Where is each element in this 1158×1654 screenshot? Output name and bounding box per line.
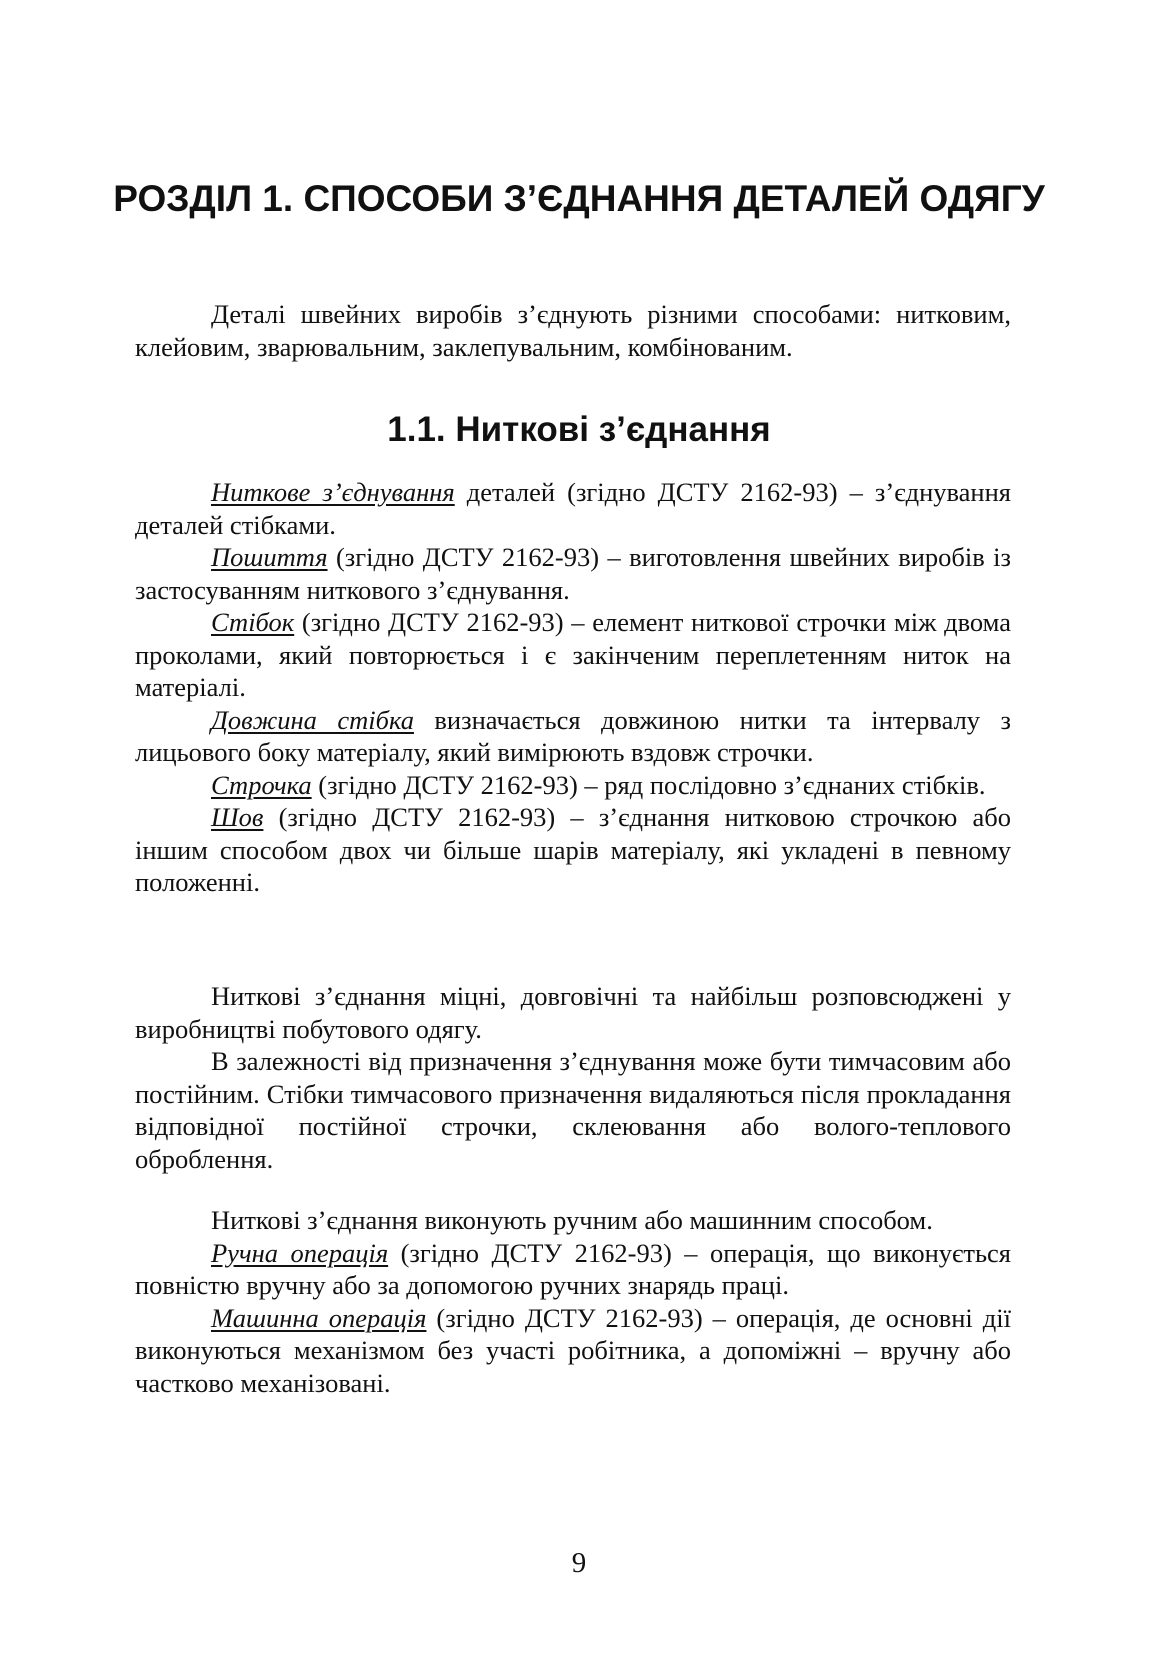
body-block [135,980,1011,1175]
intro-paragraph [135,298,1011,363]
section-title: 1.1. Ниткові з’єднання [387,410,771,449]
definition-text: (згідно ДСТУ 2162-93) – з’єднання нитковою строчкою або іншим способом двох чи більше шарів матеріалу, які укладені в певному положенні. [135,802,1011,897]
definition-paragraph [135,801,1011,899]
definition-text: (згідно ДСТУ 2162-93) – виготовлення швейних виробів із застосуванням ниткового з’єднування. [135,542,1011,605]
definition-paragraph [135,476,1011,541]
operation-text: (згідно ДСТУ 2162-93) – операція, що виконується повністю вручну або за допомогою ручних знарядь праці. [135,1237,1011,1300]
chapter-title: РОЗДІЛ 1. СПОСОБИ З’ЄДНАННЯ ДЕТАЛЕЙ ОДЯГУ [113,178,1045,219]
definition-paragraph [135,769,1011,802]
operation-paragraph [135,1302,1011,1400]
operations-block [135,1204,1011,1399]
body-text: В залежності від призначення з’єднування може бути тимчасовим або постійним. Стібки тимчасового призначення видаляються після прокладання відповідної постійної строчки, склеювання або волого-теплового оброблення. [135,1046,1011,1174]
operation-paragraph [135,1237,1011,1302]
definition-term: Строчка [211,769,312,800]
definition-text: визначається довжиною нитки та інтервалу з лицьового боку матеріалу, який вимірюють вздовж строчки. [135,704,1011,767]
body-text: Ниткові з’єднання міцні, довговічні та найбільш розповсюджені у виробництві побутового одягу. [135,981,1011,1044]
body-paragraph [135,1045,1011,1175]
definition-paragraph [135,606,1011,704]
page-number: 9 [571,1547,587,1579]
definition-text: деталей (згідно ДСТУ 2162-93) – з’єднування деталей стібками. [135,477,1011,540]
definition-term: Ниткове з’єднування [211,477,455,507]
operation-term: Ручна операція [211,1237,389,1268]
definitions-block [135,476,1011,899]
intro-text: Деталі швейних виробів з’єднують різними способами: нитковим, клейовим, зварювальним, заклепувальним, комбінованим. [135,299,1011,362]
definition-term: Пошиття [211,542,328,572]
definition-paragraph [135,704,1011,769]
operation-text: (згідно ДСТУ 2162-93) – операція, де основні дії виконуються механізмом без участі робітника, а допоміжні – вручну або частково механізовані. [135,1302,1011,1398]
definition-term: Шов [211,802,264,832]
definition-term: Стібок [211,607,295,637]
definition-text: (згідно ДСТУ 2162-93) – елемент ниткової строчки між двома проколами, який повторюється і є закінченим переплетенням ниток на матеріалі. [135,607,1011,702]
definition-text: (згідно ДСТУ 2162-93) – ряд послідовно з’єднаних стібків. [311,769,986,800]
operation-term: Машинна операція [211,1302,427,1333]
definition-term: Довжина стібка [211,704,414,735]
body-paragraph [135,980,1011,1045]
body-text: Ниткові з’єднання виконують ручним або машинним способом. [211,1205,933,1235]
definition-paragraph [135,541,1011,606]
body-paragraph [135,1204,1011,1237]
